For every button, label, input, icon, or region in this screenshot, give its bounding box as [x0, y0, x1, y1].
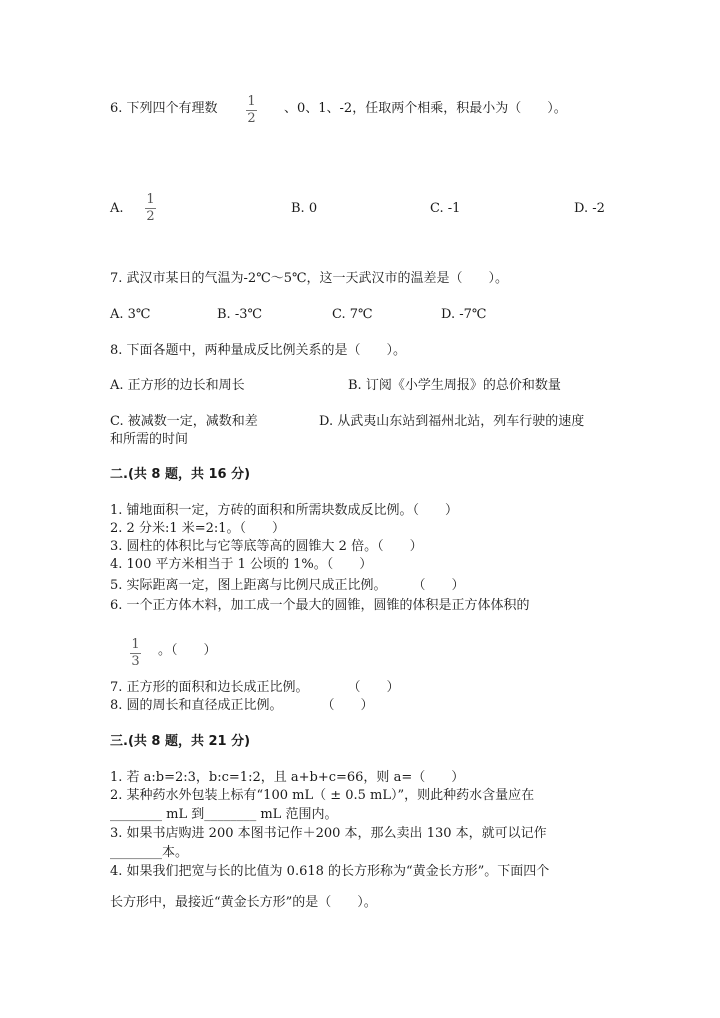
q8-option-b: B. 订阅《小学生周报》的总价和数量: [348, 378, 561, 393]
q8-option-a: A. 正方形的边长和周长: [110, 378, 245, 393]
q6-fraction-numerator: 1: [247, 94, 256, 109]
q7-stem: 7. 武汉市某日的气温为-2℃～5℃，这一天武汉市的温差是（ ）。: [110, 271, 509, 286]
sec3-item-4: 4. 如果我们把宽与长的比值为 0.618 的长方形称为“黄金长方形”。下面四个: [110, 864, 550, 879]
q6-option-d: D. -2: [574, 201, 605, 216]
sec2-item-6-fraction: [130, 638, 141, 669]
sec2-item-2: 2. 2 分米:1 米=2:1。（ ）: [110, 521, 286, 536]
sec3-item-1: 1. 若 a:b=2:3，b:c=1:2，且 a+b+c=66，则 a=（ ）: [110, 770, 465, 785]
q7-option-b: B. -3℃: [217, 307, 263, 322]
sec2-item-6: 6. 一个正方体木料，加工成一个最大的圆锥，圆锥的体积是正方体体积的: [110, 598, 530, 613]
q6-option-b: B. 0: [291, 201, 318, 216]
section-3-heading: 三.(共 8 题，共 21 分): [110, 734, 251, 749]
sec3-item-4-continuation: 长方形中，最接近“黄金长方形”的是（ ）。: [110, 895, 377, 910]
q8-option-d: D. 从武夷山东站到福州北站，列车行驶的速度: [319, 414, 585, 429]
sec2-item-4: 4. 100 平方米相当于 1 公顷的 1%。（ ）: [110, 557, 373, 572]
q6-stem-prefix: 6. 下列四个有理数: [110, 101, 218, 116]
sec3-item-3: 3. 如果书店购进 200 本图书记作＋200 本，那么卖出 130 本，就可以记作: [110, 826, 547, 841]
q7-option-c: C. 7℃: [332, 307, 373, 322]
q6-fraction-denominator: 2: [247, 111, 256, 126]
q8-option-d-continuation: 和所需的时间: [110, 432, 189, 447]
sec2-item-7: 7. 正方形的面积和边长成正比例。 （ ）: [110, 680, 400, 695]
sec2-item-8: 8. 圆的周长和直径成正比例。 （ ）: [110, 698, 374, 713]
sec2-item-6-numerator: 1: [131, 637, 140, 652]
q6-option-a-numerator: 1: [146, 192, 155, 207]
q6-option-a-label: A.: [110, 201, 124, 216]
sec3-item-3-blank: ________本。: [110, 845, 189, 860]
q6-option-a-denominator: 2: [146, 209, 155, 224]
q6-option-c: C. -1: [430, 201, 461, 216]
q7-option-d: D. -7℃: [441, 307, 487, 322]
sec2-item-5: 5. 实际距离一定，图上距离与比例尺成正比例。 （ ）: [110, 578, 465, 593]
q6-stem-suffix: 、0、1、-2，任取两个相乘，积最小为（ ）。: [284, 101, 567, 116]
sec3-item-2-blanks: ________ mL 到________ mL 范围内。: [110, 807, 338, 822]
q7-option-a: A. 3℃: [110, 307, 151, 322]
q6-option-a-fraction: [145, 193, 156, 224]
q6-fraction: [246, 95, 257, 126]
q8-stem: 8. 下面各题中，两种量成反比例关系的是（ ）。: [110, 343, 407, 358]
sec3-item-2: 2. 某种药水外包装上标有“100 mL（ ± 0.5 mL）”，则此种药水含量应在: [110, 788, 535, 803]
sec2-item-1: 1. 铺地面积一定，方砖的面积和所需块数成反比例。（ ）: [110, 503, 459, 518]
sec2-item-3: 3. 圆柱的体积比与它等底等高的圆锥大 2 倍。（ ）: [110, 539, 423, 554]
sec2-item-6-tail: 。（ ）: [158, 643, 217, 658]
section-2-heading: 二.(共 8 题，共 16 分): [110, 467, 251, 482]
sec2-item-6-denominator: 3: [131, 654, 140, 669]
q8-option-c: C. 被减数一定，减数和差: [110, 414, 258, 429]
